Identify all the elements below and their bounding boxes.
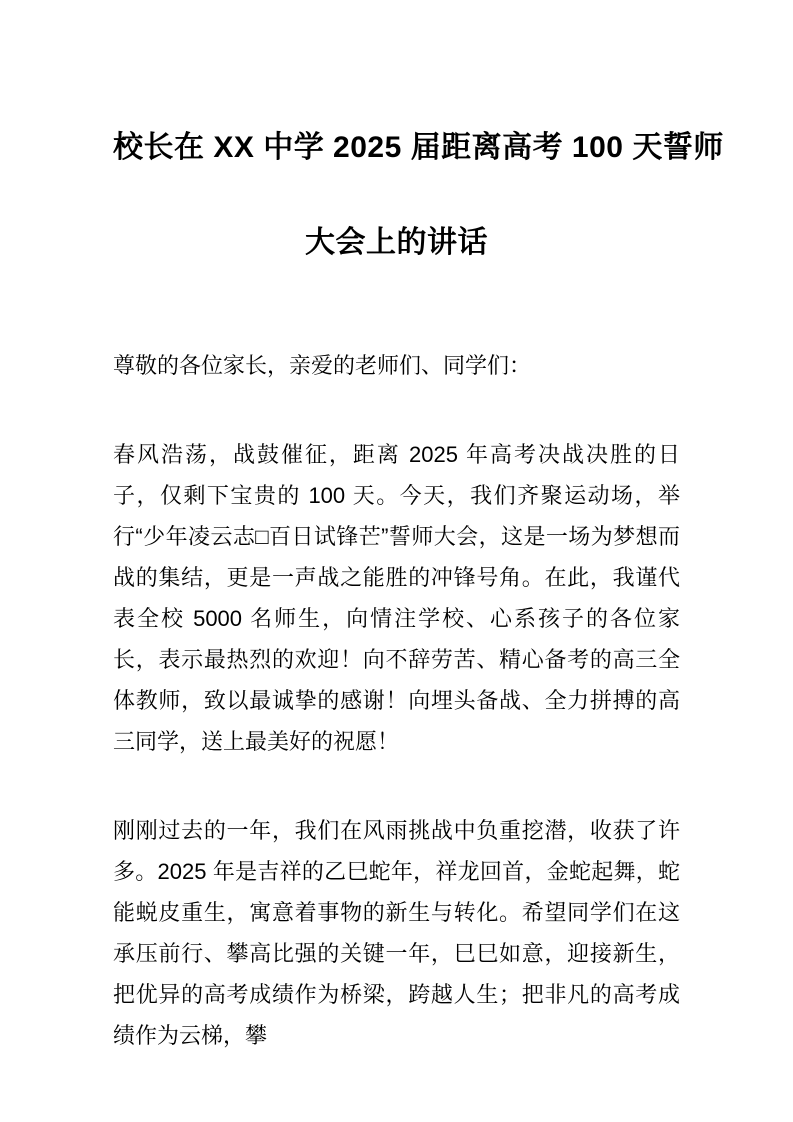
title-line-2: 大会上的讲话 bbox=[305, 226, 488, 259]
title-line-1: 校长在 XX 中学 2025 届距离高考 100 天誓师 bbox=[113, 131, 724, 164]
paragraph-year-review: 刚刚过去的一年，我们在风雨挑战中负重挖潜，收获了许多。2025 年是吉祥的乙巳蛇年，祥龙回首，金蛇起舞，蛇能蜕皮重生，寓意着事物的新生与转化。希望同学们在这承压前行、攀高比强的关键一年，巳巳如意，迎接新生，把优异的高考成绩作为桥梁，跨越人生；把非凡的高考成绩作为云梯，攀 bbox=[113, 818, 680, 1048]
salutation-line: 尊敬的各位家长，亲爱的老师们、同学们： bbox=[113, 353, 532, 378]
document-title bbox=[113, 100, 724, 290]
paragraph-welcome: 春风浩荡，战鼓催征，距离 2025 年高考决战决胜的日子，仅剩下宝贵的 100 天。今天，我们齐聚运动场，举行“少年凌云志□百日试锋芒”誓师大会，这是一场为梦想而战的集结，更是一声战之能胜的冲锋号角。在此，我谨代表全校 5000 名师生，向情注学校、心系孩子的各位家长，表示最热烈的欢迎！向不辞劳苦、精心备考的高三全体教师，致以最诚挚的感谢！向埋头备战、全力拼搏的高三同学，送上最美好的祝愿！ bbox=[113, 442, 680, 754]
